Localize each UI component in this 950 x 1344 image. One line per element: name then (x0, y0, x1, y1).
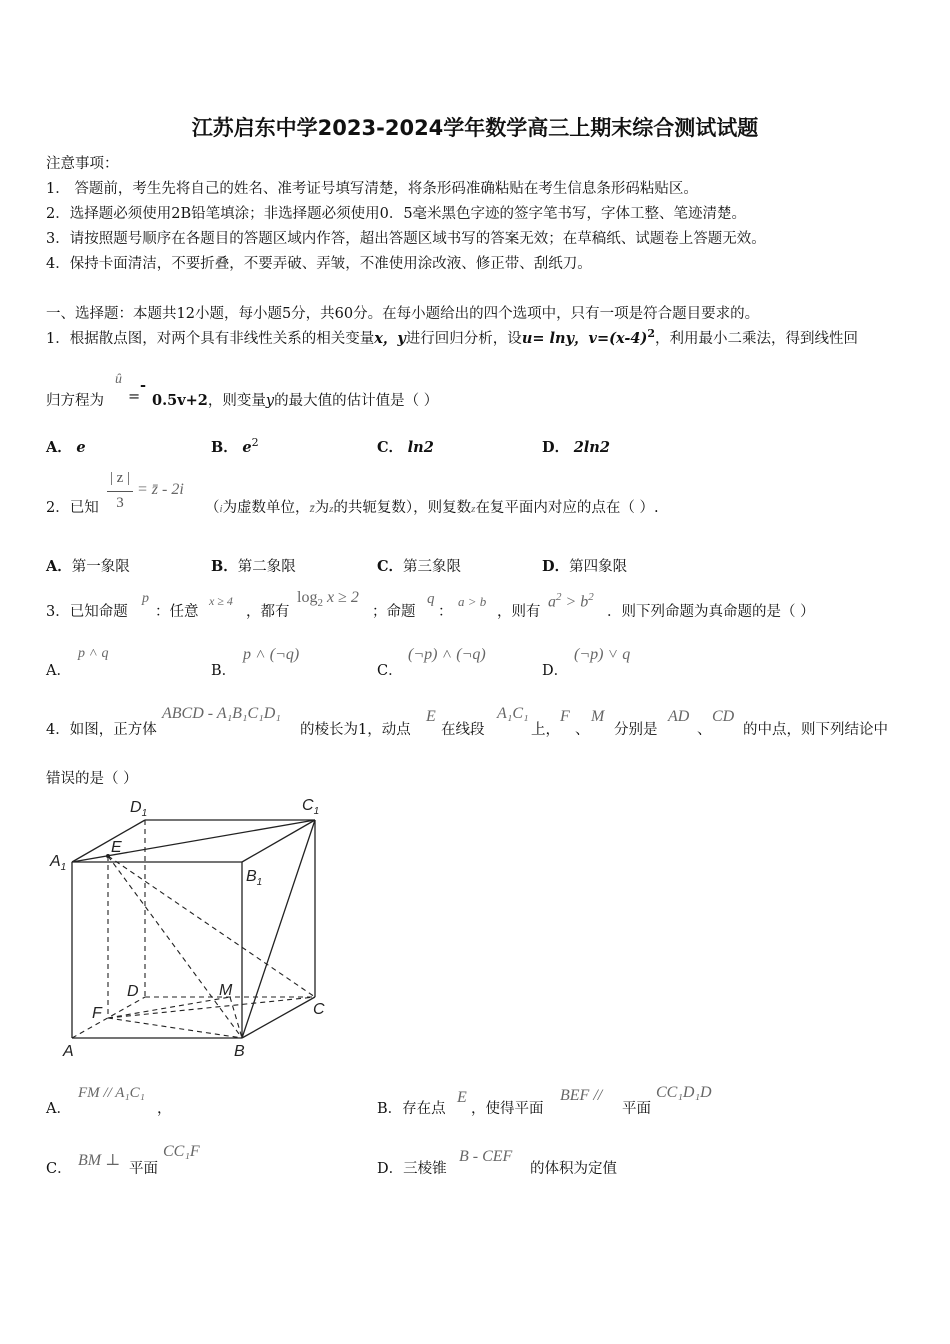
q3-q: q (427, 591, 435, 607)
q3-t4: ： (438, 604, 453, 620)
q3-cond2: a > b (458, 594, 487, 609)
q1-line2: 归方程为 (46, 393, 104, 409)
section-heading: 一、选择题：本题共12小题，每小题5分，共60分。在每小题给出的四个选项中，只有一项是符合题目要求的。 (46, 306, 760, 322)
q1-option-b: B． $e^2$ (211, 436, 259, 456)
q1-option-a: A． e (46, 439, 86, 456)
q4-CD: CD (712, 708, 735, 725)
hidden-segment-f-b (108, 1018, 242, 1038)
q4-option-d-t2: 的体积为定值 (530, 1161, 617, 1177)
q4-option-c-t1: 平面 (129, 1161, 158, 1177)
q4-t4: 分别是 (614, 722, 658, 738)
q4-option-d-formula: B - CEF (459, 1148, 513, 1165)
q2-option-c: C．第三象限 (377, 558, 462, 575)
q3-t2: ，都有 (246, 604, 290, 620)
q4-t1: 的棱长为1，动点 (300, 722, 411, 738)
q2-note: （i为虚数单位，z̄为z的共轭复数），则复数z在复平面内对应的点在（ ）. (205, 500, 659, 516)
q2-frac-den: 3 (116, 495, 124, 511)
q4-option-c-formula: BM ⊥ (78, 1152, 121, 1169)
q2-frac-bar (107, 491, 133, 492)
hidden-segment-e-c (108, 856, 315, 997)
q4-option-a-tail: ， (157, 1101, 172, 1117)
q3-option-d-label: D． (542, 663, 569, 679)
q4-option-b-e: E (457, 1089, 467, 1106)
label-b1: $B_1$ (246, 868, 263, 888)
q1-eq-sign: = (128, 389, 141, 405)
q4-option-d-label: D．三棱锥 (377, 1161, 447, 1177)
label-d: D (127, 983, 139, 1000)
hidden-segment-m-b (230, 997, 242, 1038)
segment-b-c1 (242, 820, 315, 1038)
q3-option-d: (¬p) ˅ q (574, 646, 631, 663)
label-a: A (63, 1043, 74, 1060)
q3-prefix: 3．已知命题 (46, 604, 128, 620)
label-a1: $A_1$ (50, 853, 67, 873)
label-c: C (313, 1001, 325, 1018)
q2-rhs: = z̄ - 2i (137, 481, 184, 498)
q3-log: $\log_2 x \ge 2$ (297, 589, 359, 610)
label-f: F (92, 1005, 102, 1022)
q4-option-b-label: B．存在点 (377, 1101, 446, 1117)
q3-ineq: $a^2 > b^2$ (548, 591, 594, 611)
q4-E: E (426, 708, 436, 725)
q4-option-c-label: C． (46, 1161, 72, 1177)
notice-item-1: 1． 答题前，考生先将自己的姓名、准考证号填写清楚，将条形码准确粘贴在考生信息条形码粘贴区。 (46, 181, 698, 197)
label-c1: $C_1$ (302, 797, 320, 817)
q4-cube: ABCD - A₁B₁C₁D₁ (162, 705, 281, 722)
label-d1: $D_1$ (130, 799, 148, 819)
q3-t3: ；命题 (372, 604, 416, 620)
q3-option-a: p ˄ q (78, 646, 109, 661)
q4-seg: A₁C₁ (497, 705, 529, 722)
notice-heading: 注意事项： (46, 156, 119, 172)
cube-figure (45, 790, 345, 1062)
q4-option-b-bef: BEF // (560, 1087, 603, 1104)
q1-option-d: D． 2ln2 (542, 439, 610, 456)
notice-item-3: 3．请按照题号顺序在各题目的答题区域内作答，超出答题区域书写的答案无效；在草稿纸、试题卷上答题无效。 (46, 231, 766, 247)
label-m: M (219, 982, 233, 999)
q3-t5: ，则有 (497, 604, 541, 620)
q4-dun: 、 (575, 722, 590, 738)
q1-line2-rest: 0.5v+2，则变量y的最大值的估计值是（ ） (152, 392, 439, 409)
q4-line2: 错误的是（ ） (46, 771, 138, 787)
q4-t2: 在线段 (441, 722, 485, 738)
q3-t6: ．则下列命题为真命题的是（ ） (607, 604, 815, 620)
q3-option-a-label: A． (46, 663, 71, 679)
q4-dun2: 、 (697, 722, 712, 738)
notice-item-4: 4．保持卡面清洁，不要折叠，不要弄破、弄皱，不准使用涂改液、修正带、刮纸刀。 (46, 256, 592, 272)
page-title: 江苏启东中学2023-2024学年数学高三上期末综合测试试题 (191, 116, 759, 140)
q3-option-b-label: B． (211, 663, 237, 679)
point-e (106, 854, 110, 858)
q4-t3: 上， (531, 722, 560, 738)
q4-M: M (591, 708, 605, 725)
label-e: E (111, 839, 122, 856)
q3-option-c: (¬p) ˄ (¬q) (408, 646, 486, 663)
q1-option-c: C． ln2 (377, 439, 434, 456)
q4-option-b-t2: ，使得平面 (471, 1101, 544, 1117)
q1-hat-u: û (115, 372, 122, 387)
q2-frac-num: | z | (109, 470, 131, 486)
q4-option-a: FM // A₁C₁ (78, 1085, 145, 1101)
q1-minus: - (140, 377, 147, 394)
q2-option-a: A．第一象限 (46, 558, 130, 575)
q2-option-b: B．第二象限 (211, 558, 296, 575)
q4-option-b-t3: 平面 (622, 1101, 651, 1117)
q3-cond1: x ≥ 4 (209, 594, 233, 608)
q2-option-d: D．第四象限 (542, 558, 628, 575)
q4-AD: AD (668, 708, 690, 725)
q4-option-b-plane: CC₁D₁D (656, 1084, 712, 1101)
q2-prefix: 2．已知 (46, 500, 99, 516)
q1-line1: 1．根据散点图，对两个具有非线性关系的相关变量x，y进行回归分析，设u= lny，$v=(x-4)^2$，利用最小二乘法，得到线性回 (46, 327, 858, 347)
hidden-segment-f-m (108, 997, 230, 1018)
q4-option-c-plane: CC₁F (163, 1143, 200, 1160)
label-b: B (234, 1043, 245, 1060)
q3-option-b: p ˄ (¬q) (243, 646, 300, 663)
notice-item-2: 2．选择题必须使用2B铅笔填涂；非选择题必须使用0．5毫米黑色字迹的签字笔书写，字体工整、笔迹清楚。 (46, 206, 747, 222)
q4-prefix: 4．如图，正方体 (46, 722, 157, 738)
q3-option-c-label: C． (377, 663, 403, 679)
q4-F: F (560, 708, 570, 725)
q3-t1: ：任意 (155, 604, 199, 620)
q4-option-a-label: A． (46, 1101, 71, 1117)
q3-p: p (142, 591, 149, 606)
q4-t5: 的中点，则下列结论中 (743, 722, 888, 738)
